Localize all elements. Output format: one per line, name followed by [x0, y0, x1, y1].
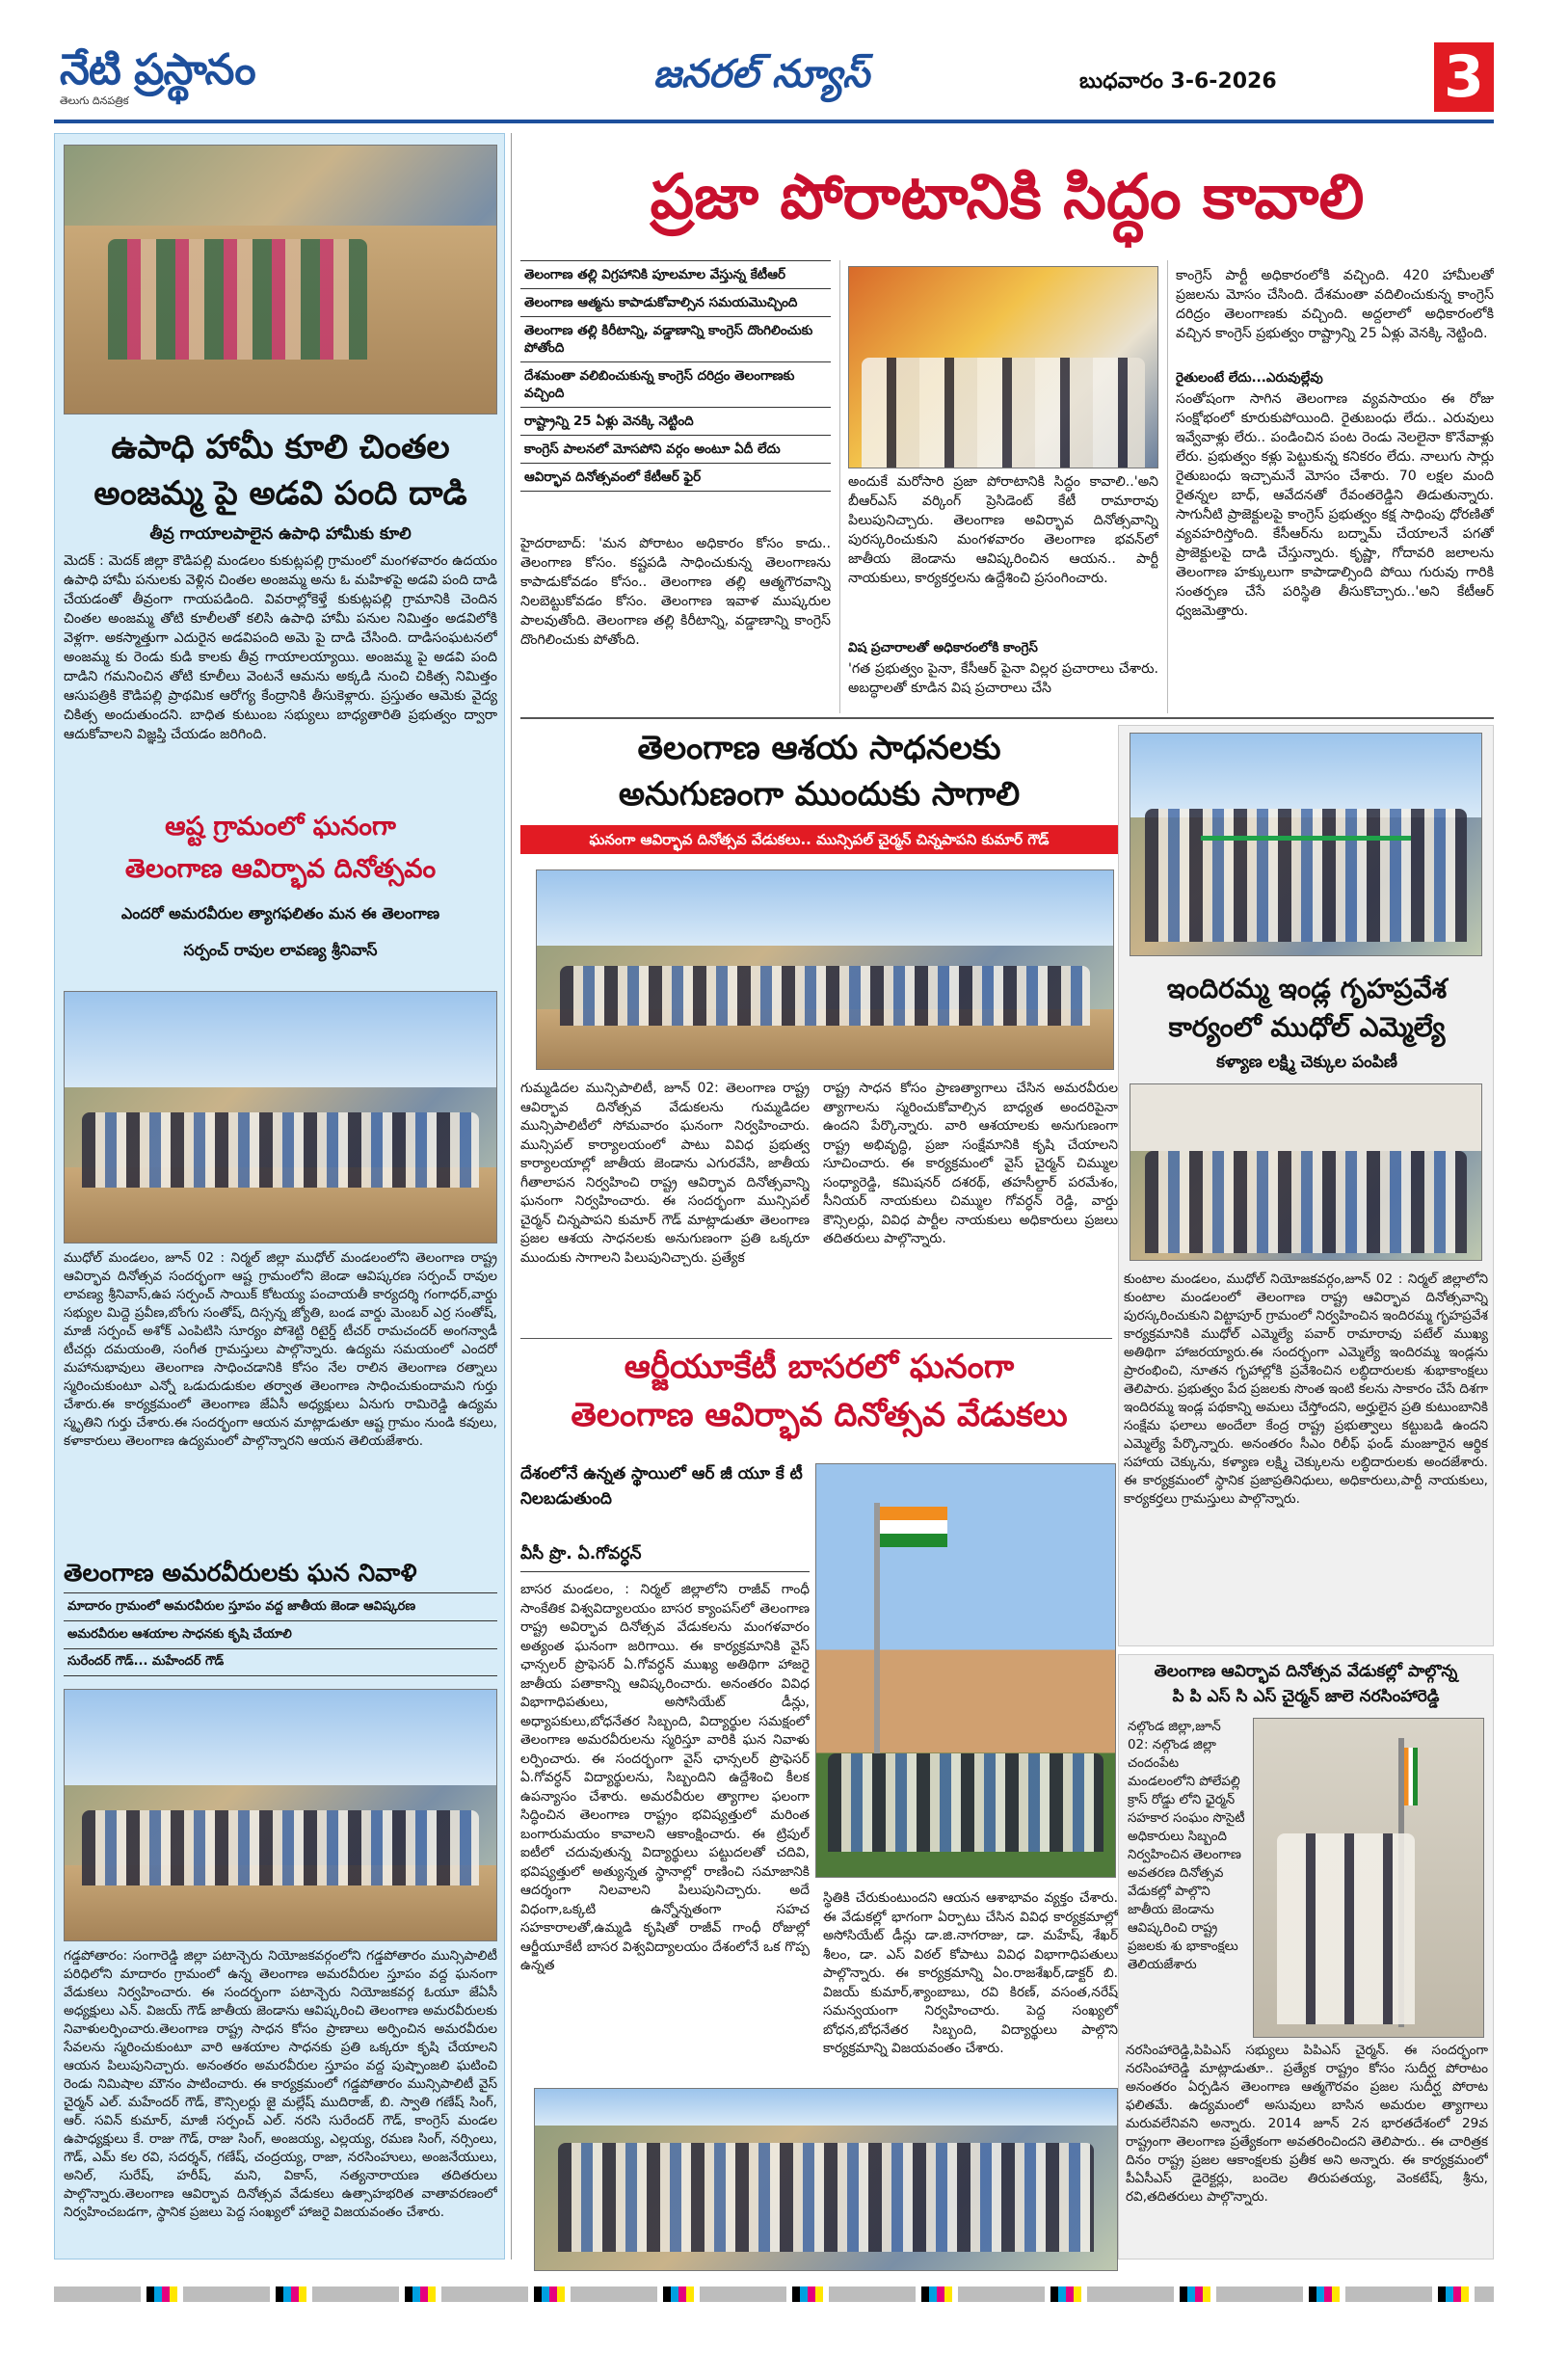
rgukt-body-right: స్థితికి చేరుకుంటుందని ఆయన ఆశాభావం వ్యక్తం చేశారు. ఈ వేడుకల్లో భాగంగా ఏర్పాటు చేసిన వివిధ కార్యక్రమాల్లో అసోసియేట్ డీన్లు డా.జి.నాగరాజు, డా. మహేష్, శేఖర్ శీలం, డా. ఎస్ విఠల్ కోపాటు వివిధ విభాగాధిపతులు పాల్గొన్నారు. ఈ కార్యక్రమాన్ని ఏం.రాజశేఖర్,డాక్టర్ బి. విజయ్ కుమార్,శ్యాంబాబు, రవి కిరణ్, వసంత,నరేష్ సమన్వయంగా నిర్వహించారు. పెద్ద సంఖ్యలో బోధన,బోధనేతర సిబ్బంది, విద్యార్థులు పాల్గొని కార్యక్రమాన్ని విజయవంతం చేశారు.: [823, 1890, 1118, 2056]
photo-rgukt-event: [534, 2088, 1118, 2271]
nalgonda-body-full: నరసింహారెడ్డి,పిపిఎస్ సభ్యులు పిపిఎస్ చైర్మన్. ఈ సందర్భంగా నరసింహారెడ్డి మాట్లాడుతూ.. ప్రత్యేక రాష్ట్రం కోసం సుదీర్ఘ పోరాటం అనంతరం ఏర్పడిన తెలంగాణ ఆత్మగౌరవం ప్రజల సుదీర్ఘ పోరాట ఫలితమే. ఉద్యమంలో అసువులు బాసిన అమరుల త్యాగాలు మరువలేనివని అన్నారు. 2014 జూన్ 2న భారతదేశంలో 29వ రాష్ట్రంగా తెలంగాణ ప్రత్యేకంగా అవతరించిందని తెలిపారు.. ఈ చారిత్రక దినం రాష్ట్ర ప్రజల ఆకాంక్షలకు ప్రతీక అని అన్నారు. ఈ కార్యక్రమంలో పీఏసీఎస్ డైరెక్టర్లు, బందెల తిరుపతయ్య, వెంకటేష్, శ్రీను, రవి,తదితరులు పాల్గొన్నారు.: [1126, 2043, 1488, 2205]
story3-deck1: మాదారం గ్రామంలో అమరవీరుల స్తూపం వద్ద జాతీయ జెండా ఆవిష్కరణ: [64, 1592, 497, 1621]
flag-green: [880, 1534, 947, 1547]
rgukt-headline-line1: ఆర్జీయూకేటీ బాసరలో ఘనంగా: [624, 1348, 1015, 1386]
highlight-item: కాంగ్రెస్ పాలనలో మోసపోని వర్గం అంటూ ఏదీ లేదు: [520, 436, 831, 464]
story1-subhead: తీవ్ర గాయాలపాలైన ఉపాధి హామీకు కూలి: [149, 524, 412, 544]
highlight-item: తెలంగాణ ఆత్మను కాపాడుకోవాల్సిన సమయమొచ్చింది: [520, 289, 831, 317]
story3-deck2: అమరవీరుల ఆశయాల సాధనకు కృషి చేయాలి: [64, 1621, 497, 1649]
gummadidala-strip: ఘనంగా ఆవిర్భావ దినోత్సవ వేడుకలు.. మున్సిపల్ చైర్మన్ చిన్నపాపని కుమార్ గౌడ్: [520, 825, 1118, 854]
masthead-rule: [54, 120, 1494, 123]
photo-ashta-village: [64, 991, 497, 1243]
photo-rgukt-flag: [815, 1463, 1116, 1878]
story1-headline: ఉపాధి హామీ కూలి చింతల అంజమ్మ పై అడవి పంది దాడి: [93, 428, 467, 513]
section-rule: [520, 1338, 1112, 1339]
nalgonda-headline-line1: తెలంగాణ ఆవిర్భావ దినోత్సవ వేడుకల్లో పాల్గొన్న: [1154, 1662, 1458, 1681]
mudhole-headline-line1: ఇందిరమ్మ ఇండ్ల గృహప్రవేశ: [1166, 973, 1448, 1004]
photo-ktr-statue: [848, 266, 1158, 468]
photo-gummadidala-celebration: [536, 869, 1114, 1070]
story1-body: మెదక్ : మెదక్ జిల్లా కౌడిపల్లి మండలం కుకుట్లపల్లి గ్రామంలో మంగళవారం ఉదయం ఉపాధి హామీ పనులకు వెళ్లిన చింతల అంజమ్మ అను ఓ మహిళపై అడవి పంది దాడి చేయడంతో తీవ్రంగా గాయపడింది. వివరాల్లోకెళ్తే కుకుట్లపల్లి గ్రామానికి చెందిన చింతల అంజమ్మ తోటి కూలీలతో కలిసి ఉపాధి హామీ పనుల నిమిత్తం అడవిలోకి వెళ్లగా. అకస్మాత్తుగా ఎదురైన అడవిపంది అమె పై దాడి చేసింది. దాడిసంఘటనలో అంజమ్మ కు రెండు కుడి కాలకు తీవ్ర గాయాలయ్యాయి. అంజమ్మ పై అడవి పంది దాడిని గమనించిన తోటి కూలీలు వెంటనే ఆమను అక్కడి నుంచి చికిత్స నిమిత్తం ఆసుపత్రికి కౌడిపల్లి ప్రాథమిక ఆరోగ్య కేంద్రానికి తీసుకెళ్లారు. ప్రస్తుతం ఆమెకు వైద్య చికిత్స అందుతుందని. బాధిత కుటుంబ సభ్యులు బాధ్యతారితి ప్రభుత్వం ద్వారా ఆదుకోవాలని విజ్ఞప్తి చేయడం జరిగింది.: [64, 553, 497, 742]
flag-furled: [1404, 1748, 1418, 1805]
lead-body-mid2: 'గత ప్రభుత్వం పైనా, కేసీఆర్ పైనా విల్లర ప్రచారాలు చేశారు. అబద్ధాలతో కూడిన విష ప్రచారాలు చేసి: [848, 661, 1158, 696]
highlight-item: తెలంగాణ తల్లి విగ్రహానికి పూలమాల వేస్తున్న కేటీఆర్: [520, 260, 831, 289]
nalgonda-body-narrow: నల్గొండ జిల్లా,జూన్ 02: నల్గొండ జిల్లా చందంపేట మండలంలోని పోలేపల్లి క్రాస్ రోడ్డు లోని ఛైర్మన్ సహకార సంఘం సొసైటీ అధికారులు సిబ్బంది నిర్వహించిన తెలంగాణ అవతరణ దినోత్సవ వేడుకల్లో పాల్గొని జాతీయ జెండాను ఆవిష్కరించి రాష్ట్ర ప్రజలకు శు భాకాంక్షలు తెలియజేశారు: [1128, 1720, 1245, 1972]
print-registration-bar: [54, 2286, 1494, 2302]
lead-body-right: కాంగ్రెస్ పార్టీ అధికారంలోకి వచ్చింది. 420 హామీలతో ప్రజలను మోసం చేసింది. దేశమంతా వదిలించుకున్న కాంగ్రెస్ దరిద్రం తెలంగాణకు వచ్చింది. అద్దలాలో అధికారంలోకి వచ్చిన కాంగ్రెస్ ప్రభుత్వం రాష్ట్రాన్ని 25 ఏళ్లు వెనక్కి నెట్టింది.: [1176, 268, 1494, 341]
lead-inline-sub: విష ప్రచారాలతో అధికారంలోకి కాంగ్రెస్: [848, 640, 1038, 655]
story3-body: గడ్డపోతారం: సంగారెడ్డి జిల్లా పటాన్చెరు నియోజకవర్గంలోని గడ్డపోతారం మున్సిపాలిటీ పరిధిలోని మాదారం గ్రామంలో ఉన్న తెలంగాణ అమరవీరుల స్తూపం వద్ద ఘనంగా వేడుకలు నిర్వహించారు. ఈ సందర్భంగా పటాన్చెరు నియోజకవర్గ ఓయూ జేఏసీ అధ్యక్షులు ఎన్. విజయ్ గౌడ్ జాతీయ జెండాను ఆవిష్కరించి తెలంగాణ అమరవీరులకు నివాళులర్పించారు.తెలంగాణ రాష్ట్ర సాధన కోసం ప్రాణాలు అర్పించిన అమరవీరుల సేవలను స్మరించుకుంటూ వారి ఆశయాల సాధనకు ప్రతి ఒక్కరూ కృషి చేయాలని ఆయన పిలుపునిచ్చారు. అనంతరం అమరవీరుల స్తూపం వద్ద పుష్పాంజలి ఘటించి రెండు నిమిషాల మౌనం పాటించారు. ఈ కార్యక్రమంలో గడ్డపోతారం మున్సిపాలిటీ వైస్ చైర్మన్ ఎల్. మహేందర్ గౌడ్, కౌన్సిలర్లు జై మల్లేష్ ముదిరాజ్, బి. స్వాతి గణేష్ సింగ్, ఆర్. సవిన్ కుమార్, మాజీ సర్పంచ్ ఎల్. నరసి సురేందర్ గౌడ్, కాంగ్రెస్ మండల ఉపాధ్యక్షులు కే. రాజు గౌడ్, రాజు సింగ్, అంజయ్య, ఎల్లయ్య, రమణ సింగ్, నర్సింలు, గౌడ్, ఎమ్ కల రవి, సదర్శన్, గణేష్, చంద్రయ్య, రాజా, నరసింహులు, అంజనేయులు, అనిల్, సురేష్, హరీష్, మని, వికాస్, నత్యనారాయణ తదితరులు పాల్గొన్నారు.తెలంగాణ ఆవిర్భావ దినోత్సవ వేడుకలు ఉత్సాహభరిత వాతావరణంలో నిర్వహించబడగా, స్థానిక ప్రజలు పెద్ద సంఖ్యలో హాజరై విజయవంతం చేశారు.: [64, 1948, 497, 2220]
masthead-logo: [60, 46, 310, 114]
photo-nalgonda-flag: [1253, 1718, 1484, 2038]
story3-headline: తెలంగాణ అమరవీరులకు ఘన నివాళి: [64, 1559, 417, 1587]
lead-body-right2: సంతోషంగా సాగిన తెలంగాణ వ్యవసాయం ఈ రోజు సంక్షోభంలో కూరుకుపోయింది. రైతుబంధు లేదు.. ఎరువులు ఇవ్వేవాళ్లు లేరు.. పండించిన పంట రెండు నెలలైనా కొనేవాళ్లు లేరు. ప్రభుత్వం కళ్లు పెట్టుకున్న కనికరం లేదు. నాలుగు సార్లు రైతుబంధు ఇచ్చామనే మోసం చేశారు. 70 లక్షల మంది రైతన్నల బాధ్, ఆవేదనతో రేవంతరెడ్డిని తిడుతున్నారు. సాగునీటి ప్రాజెక్టులపై కాంగ్రెస్ ప్రభుత్వం కక్ష సాధింపు ధోరణితో వ్యవహరిస్తోంది. కేసీఆర్‌ను బద్నామ్ చేయాలనే పగతో ప్రాజెక్టులపై దాడి చేస్తున్నారు. కృష్ణా, గోదావరి జలాలను తెలంగాణ హక్కులుగా కాపాడాల్సింది పోయి గురువు గారికి సంతర్పణ చేసే పరిస్థితి తీసుకొచ్చారు..'అని కేటీఆర్ ధ్వజమెత్తారు.: [1176, 391, 1494, 619]
logo-tagline: తెలుగు దినపత్రిక: [60, 94, 129, 107]
mudhole-body: కుంటాల మండలం, ముధోల్ నియోజకవర్గం,జూన్ 02 : నిర్మల్ జిల్లాలోని కుంటాల మండలంలో తెలంగాణ రాష్ట్ర ఆవిర్భావ దినోత్సవాన్ని పురస్కరించుకుని విట్టాపూర్ గ్రామంలో నిర్వహించిన ఇందిరమ్మ గృహప్రవేశ కార్యక్రమానికి ముధోల్ ఎమ్మెల్యే పవార్ రామారావు పటేల్ ముఖ్య అతిథిగా హాజరయ్యారు.ఈ సందర్భంగా ఎమ్మెల్యే ఇందిరమ్మ ఇండ్లను ప్రారంభించి, నూతన గృహాల్లోకి ప్రవేశించిన లబ్ధిదారులకు శుభాకాంక్షలు తెలిపారు. ప్రభుత్వం పేద ప్రజలకు సొంత ఇంటి కలను సాకారం చేసే దిశగా ఇందిరమ్మ ఇండ్ల పథకాన్ని అమలు చేస్తోందని, అర్హులైన ప్రతి కుటుంబానికి సంక్షేమ ఫలాలు అందేలా కేంద్ర రాష్ట్ర ప్రభుత్వాలు కట్టుబడి ఉందని ఎమ్మెల్యే పేర్కొన్నారు. అనంతరం సీఎం రిలీఫ్ ఫండ్ మంజూరైన ఆర్థిక సహాయ చెక్కును, కళ్యాణ లక్ష్మి చెక్కులను లబ్ధిదారులకు అందజేశారు. ఈ కార్యక్రమంలో స్థానిక ప్రజాప్రతినిధులు, అధికారులు,పార్టీ నాయకులు, కార్యకర్తలు గ్రామస్తులు పాల్గొన్నారు.: [1124, 1271, 1488, 1507]
gummadidala-body-right: రాష్ట్ర సాధన కోసం ప్రాణత్యాగాలు చేసిన అమరవీరుల త్యాగాలను స్మరించుకోవాల్సిన బాధ్యత అందరిపైనా ఉందని పేర్కొన్నారు. వారి ఆశయాలకు అనుగుణంగా రాష్ట్ర అభివృద్ధి, ప్రజా సంక్షేమానికి కృషి చేయాలని సూచించారు. ఈ కార్యక్రమంలో వైస్ చైర్మన్ చిమ్ముల సంధ్యారెడ్డి, కమిషనర్ దశరథ్, తహసీల్దార్ పరమేశం, సీనియర్ నాయకులు చిమ్ముల గోవర్ధన్ రెడ్డి, వార్డు కౌన్సిలర్లు, వివిధ పార్టీల నాయకులు అధికారులు ప్రజలు తదితరులు పాల్గొన్నారు.: [823, 1081, 1118, 1246]
story3-deck3: సురేందర్ గౌడ్... మహేందర్ గౌడ్: [64, 1648, 497, 1676]
column-rule: [839, 260, 840, 713]
ribbon: [1201, 836, 1411, 841]
photo-ribbon-cutting: [1130, 733, 1482, 956]
rgukt-headline-line2: తెలంగాణ ఆవిర్భావ దినోత్సవ వేడుకలు: [571, 1396, 1068, 1434]
highlight-item: ఆవిర్భావ దినోత్సవంలో కేటీఆర్ ఫైర్: [520, 464, 831, 492]
rgukt-deck2: వీసీ ప్రొ. ఏ.గోవర్ధన్: [520, 1544, 810, 1572]
highlight-item: తెలంగాణ తల్లి కిరీటాన్ని, వడ్డాణాన్ని కాంగ్రెస్ దొంగిలించుకు పోతోంది: [520, 317, 831, 362]
section-title: జనరల్ న్యూస్: [652, 52, 870, 96]
nalgonda-headline-line2: పి పి ఎస్ సి ఎస్ చైర్మన్ జాలె నరసింహారెడ్డి: [1172, 1687, 1440, 1706]
lead-highlights: [520, 260, 831, 492]
story2-headline-line2: తెలంగాణ ఆవిర్భావ దినోత్సవం: [124, 854, 437, 884]
highlight-item: దేశమంతా వలిబించుకున్న కాంగ్రెస్ దరిద్రం తెలంగాణకు వచ్చింది: [520, 362, 831, 408]
lead-body-mid: అందుకే మరోసారి ప్రజా పోరాటానికి సిద్ధం కావాలి..'అని బీఆర్ఎస్ వర్కింగ్ ప్రెసిడెంట్ కేటీ రామారావు పిలుపునిచ్చారు. తెలంగాణ అవిర్భావ దినోత్సవాన్ని పురస్కరించుకుని మంగళవారం తెలంగాణ భవన్‌లో జాతీయ జెండాను ఆవిష్కరించిన ఆయన.. పార్టీ నాయకులు, కార్యకర్తలను ఉద్దేశించి ప్రసంగించారు.: [848, 474, 1158, 586]
page-number: 3: [1434, 42, 1494, 112]
section-rule: [520, 717, 1494, 719]
story2-subhead2: సర్పంచ్ రావుల లావణ్య శ్రీనివాస్: [183, 941, 378, 959]
story2-headline-line1: ఆష్ట గ్రామంలో ఘనంగా: [165, 812, 396, 842]
highlight-item: రాష్ట్రాన్ని 25 ఏళ్లు వెనక్కి నెట్టింది: [520, 408, 831, 436]
gummadidala-headline-line2: అనుగుణంగా ముందుకు సాగాలి: [618, 775, 1021, 814]
gummadidala-headline-line1: తెలంగాణ ఆశయ సాధనలకు: [637, 729, 1001, 767]
gummadidala-body-left: గుమ్మడిదల మున్సిపాలిటీ, జూన్ 02: తెలంగాణ రాష్ట్ర ఆవిర్భావ దినోత్సవ వేడుకలను గుమ్మడిదల మున్సిపాలిటీలో సోమవారం ఘనంగా నిర్వహించారు. మున్సిపల్ కార్యాలయంలో పాటు వివిధ ప్రభుత్వ కార్యాలయాల్లో జాతీయ జెండాను ఎగురవేసి, జాతీయ గీతాలాపన నిర్వహించి రాష్ట్ర ఆవిర్భావ దినోత్సవాన్ని ఘనంగా నిర్వహించారు. ఈ సందర్భంగా మున్సిపల్ చైర్మన్ చిన్నపాపని కుమార్ గౌడ్ మాట్లాడుతూ తెలంగాణ ప్రజల ఆశయ సాధనలకు అనుగుణంగా ప్రతి ఒక్కరూ ముందుకు సాగాలని పిలుపునిచ్చారు. ప్రత్యేక: [520, 1081, 810, 1266]
logo-name: నేటి ప్రస్థానం: [60, 45, 255, 94]
issue-date: బుధవారం 3-6-2026: [1079, 69, 1277, 94]
column-rule: [1167, 260, 1168, 713]
rgukt-body-left: బాసర మండలం, : నిర్మల్ జిల్లాలోని రాజీవ్ గాంధీ సాంకేతిక విశ్వవిద్యాలయం బాసర క్యాంపస్‌లో తెలంగాణ రాష్ట్ర అవిర్భావ దినోత్సవ వేడుకలను మంగళవారం అత్యంత ఘనంగా జరిగాయి. ఈ కార్యక్రమానికి వైస్ ఛాన్సలర్ ప్రొఫెసర్ ఏ.గోవర్ధన్ ముఖ్య అతిథిగా హాజరై జాతీయ పతాకాన్ని ఆవిష్కరించారు. అనంతరం వివిధ విభాగాధిపతులు, అసోసియేట్ డీన్లు, అధ్యాపకులు,బోధనేతర సిబ్బంది, విద్యార్థుల సమక్షంలో తెలంగాణ అమరవీరులను స్మరిస్తూ వారికి ఘన నివాళు లర్పించారు. ఈ సందర్భంగా వైస్ ఛాన్సలర్ ప్రొఫెసర్ ఏ.గోవర్ధన్ విద్యార్థులను, సిబ్బందిని ఉద్దేశించి కీలక ఉపన్యాసం చేశారు. అమరవీరుల త్యాగాల ఫలంగా సిద్ధించిన తెలంగాణ రాష్ట్రం భవిష్యత్తులో మరింత బంగారుమయం కావాలని ఆకాంక్షించారు. ఈ ట్రిపుల్ ఐటీలో చదువుతున్న విద్యార్థులు పట్టుదలతో చదివి, భవిష్యత్తులో అత్యున్నత స్థానాల్లో రాణించి సమాజానికి ఆదర్శంగా నిలవాలని పిలుపునిచ్చారు. అదే విధంగా,ఒక్కటి ఉన్నోన్నతంగా సహచ సహకారాలతో,ఉమ్మడి కృషితో రాజీవ్ గాంధీ రోజుల్లో ఆర్జీయూకేటీ బాసర విశ్వవిద్యాలయం దేశంలోనే ఒక గొప్ప ఉన్నత: [520, 1582, 810, 1973]
photo-mudhole-group: [1130, 1083, 1482, 1261]
mudhole-headline-line2: కార్యంలో ముధోల్ ఎమ్మెల్యే: [1168, 1011, 1446, 1043]
flag-white: [880, 1520, 947, 1534]
photo-madaram-tribute: [64, 1689, 497, 1941]
mudhole-subhead: కళ్యాణ లక్ష్మి చెక్కుల పంపిణీ: [1216, 1053, 1397, 1072]
flag-saffron: [880, 1507, 947, 1520]
lead-body-left: హైదరాబాద్: 'మన పోరాటం అధికారం కోసం కాదు.. తెలంగాణ కోసం. కష్టపడి సాధించుకున్న తెలంగాణను కాపాడుకోవడం కోసం.. తెలంగాణ తల్లి ఆత్మగౌరవాన్ని నిలబెట్టుకోవడం కోసం. తెలంగాణ ఇవాళ ముష్కరుల పాలవుతోంది. తెలంగాణ తల్లి కిరీటాన్ని, వడ్డాణాన్ని కాంగ్రెస్ దొంగిలించుకు పోతోంది.: [520, 536, 831, 648]
rgukt-deck1: దేశంలోనే ఉన్నత స్థాయిలో ఆర్ జీ యూ కే టీ నిలబడుతుంది: [520, 1464, 803, 1509]
column-rule: [511, 133, 512, 2260]
lead-headline: ప్రజా పోరాటానికి సిద్ధం కావాలి: [650, 162, 1365, 233]
story2-subhead1: ఎందరో అమరవీరుల త్యాగఫలితం మన ఈ తెలంగాణ: [120, 904, 440, 923]
lead-inline-sub2: రైతులంటే లేదు...ఎరువుల్లేవు: [1176, 370, 1323, 386]
story2-body: ముధోల్ మండలం, జూన్ 02 : నిర్మల్ జిల్లా ముధోల్ మండలంలోని తెలంగాణ రాష్ట్ర ఆవిర్భావ దినోత్సవ సందర్భంగా ఆష్ట గ్రామంలోని జెండా ఆవిష్కరణ సర్పంచ్ రావుల లావణ్య శ్రీనివాస్,ఉప సర్పంచ్ సాయిక్ కోటయ్య పంచాయతీ కార్యదర్శి గంగాధర్,వార్డు సభ్యుల మిద్దె ప్రవీణ,బోంగు సంతోష్, దిస్సన్న జ్యోతి, బండ వార్డు మెంబర్ ఎర్ర సంతోష్, మాజీ సర్పంచ్ అశోక్ ఎంపిటిసి సూర్యం పోశెట్టి రిటైర్డ్ టీచర్ రామచందర్ అంగన్వాడీ టీచర్లు దమయంతి, సంగీత గ్రామస్తులు పాల్గొన్నారు. ఉద్యమ సమయంలో ఎందరో మహానుభావులు తెలంగాణ సాధించడానికి కోసం నేల రాలిన తెలంగాణ రత్నాలు స్మరించుకుంటూ ఎన్నో ఒడుదుడుకుల తర్వాత తెలంగాణ సాధించుకుందామని గుర్తు చేశారు.ఈ కార్యక్రమంలో తెలంగాణ జేఏసీ అధ్యక్షులు ఏనుగు రామిరెడ్డి ఉద్యమ స్మృతిని గుర్తు చేశారు.ఈ సందర్భంగా ఆయన మాట్లాడుతూ ఆష్ట గ్రామం నుండి కవులు, కళాకారులు తెలంగాణ ఉద్యమంలో పాల్గొన్నారని ఆయన తెలియజేశారు.: [64, 1250, 497, 1449]
photo-injured-woman: [64, 145, 497, 414]
